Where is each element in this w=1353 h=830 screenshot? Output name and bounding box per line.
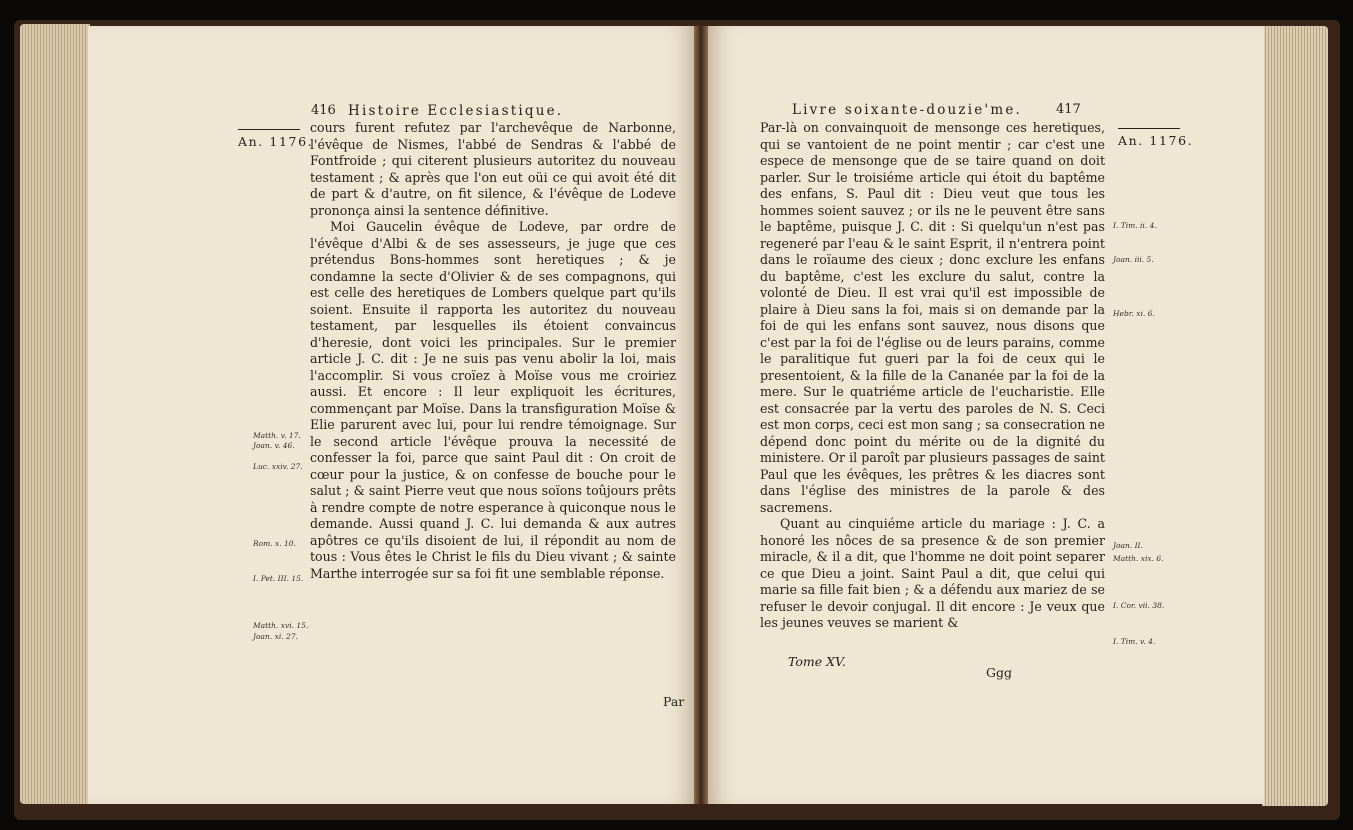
left-page-edges [20, 24, 90, 804]
right-page-edges [1262, 26, 1328, 806]
margin-note: Rom. x. 10. [253, 539, 296, 548]
left-running-head: Histoire Ecclesiastique. [348, 103, 564, 119]
right-page [708, 26, 1264, 804]
margin-note: Luc. xxiv. 27. [253, 462, 303, 471]
margin-note: Matth. xix. 6. [1113, 554, 1164, 563]
left-year-label: An. 1176. [238, 134, 314, 149]
volume-label: Tome XV. [788, 654, 846, 669]
margin-note: Joan. xi. 27. [253, 632, 298, 641]
left-paragraph-1: cours furent refutez par l'archevêque de Narbonne, l'évêque de Nismes, l'abbé de Sendras & l'abbé de Fontfroide ; qui citerent plusieurs autoritez du nouveau testament ; & après que l'on eut oüi ce qui avoit été dit de part & d'autre, on fit silence, & l'évêque de Lodeve prononça ainsi la sentence définitive. [310, 120, 676, 218]
signature-mark: Ggg [986, 665, 1012, 680]
year-rule [238, 129, 300, 130]
margin-note: Joan. v. 46. [253, 441, 295, 450]
right-paragraph-1: Par-là on convainquoit de mensonge ces heretiques, qui se vantoient de ne point mentir ; car c'est une espece de mensonge que de se taire quand on doit parler. Sur le troisiéme article qui étoit du baptême des enfans, S. Paul dit : Dieu veut que tous les hommes soient sauvez ; or ils ne le peuvent être sans le baptême, puisque J. C. dit : Si quelqu'un n'est pas regeneré par l'eau & le saint Esprit, il n'entrera point dans le roïaume des cieux ; donc exclure les enfans du baptême, c'est les exclure du salut, contre la volonté de Dieu. Il est vrai qu'il est impossible de plaire à Dieu sans la foi, mais si on demande par la foi de qui les enfans sont sauvez, nous disons que c'est par la foi de l'église ou de leurs parains, comme le paralitique fut gueri par la foi de ceux qui le presentoient, & la fille de la Cananée par la foi de la mere. Sur le quatriéme article de l'eucharistie. Elle est consacrée par la vertu des paroles de N. S. Ceci est mon corps, ceci est mon sang ; sa consecration ne dépend donc point du mérite ou de la dignité du ministere. Or il paroît par plusieurs passages de saint Paul que les évêques, les prêtres & les diacres sont dans l'église des ministres de la parole & des sacremens. [760, 120, 1105, 515]
margin-note: I. Pet. III. 15. [253, 574, 304, 583]
margin-note: Matth. xvi. 15. [253, 621, 309, 630]
right-page-number: 417 [1056, 102, 1081, 117]
book-gutter [694, 26, 708, 804]
left-paragraph-2: Moi Gaucelin évêque de Lodeve, par ordre de l'évêque d'Albi & de ses assesseurs, je juge que ces prétendus Bons-hommes sont heretiques ; & je condamne la secte d'Olivier & de ses compagnons, qui est celle des heretiques de Lombers quelque part qu'ils soient. Ensuite il rapporta les autoritez du nouveau testament, par lesquelles ils étoient convaincus d'heresie, dont voici les principales. Sur le premier article J. C. dit : Je ne suis pas venu abolir la loi, mais l'accomplir. Si vous croïez à Moïse vous me croiriez aussi. Et encore : Il leur expliquoit les écritures, commençant par Moïse. Dans la transfiguration Moïse & Elie parurent avec lui, pour lui rendre témoignage. Sur le second article l'évêque prouva la necessité de confesser la foi, parce que saint Paul dit : On croit de cœur pour la justice, & on confesse de bouche pour le salut ; & saint Pierre veut que nous soïons toûjours prêts à rendre compte de notre esperance à quiconque nous le demande. Aussi quand J. C. lui demanda & aux autres apôtres ce qu'ils disoient de lui, il répondit au nom de tous : Vous êtes le Christ le fils du Dieu vivant ; & sainte Marthe interrogée sur sa foi fit une semblable réponse. [310, 219, 676, 581]
margin-note: Joan. iii. 5. [1113, 255, 1154, 264]
left-body-text [310, 120, 676, 582]
right-year-label: An. 1176. [1118, 133, 1194, 148]
margin-note: I. Cor. vii. 38. [1113, 601, 1165, 610]
right-paragraph-2: Quant au cinquiéme article du mariage : J. C. a honoré les nôces de sa presence & de son premier miracle, & il a dit, que l'homme ne doit point separer ce que Dieu a joint. Saint Paul a dit, que celui qui marie sa fille fait bien ; & a défendu aux mariez de se refuser le devoir conjugal. Il dit encore : Je veux que les jeunes veuves se marient & [760, 516, 1105, 630]
left-page [88, 26, 695, 804]
margin-note: I. Tim. ii. 4. [1113, 221, 1157, 230]
right-body-text [760, 120, 1105, 632]
margin-note: I. Tim. v. 4. [1113, 637, 1156, 646]
right-running-head: Livre soixante-douzie'me. [792, 102, 1023, 118]
margin-note: Joan. II. [1113, 541, 1143, 550]
margin-note: Hebr. xi. 6. [1113, 309, 1155, 318]
year-rule [1118, 128, 1180, 129]
left-page-number: 416 [311, 103, 336, 118]
margin-note: Matth. v. 17. [253, 431, 301, 440]
left-catchword: Par [663, 694, 685, 709]
